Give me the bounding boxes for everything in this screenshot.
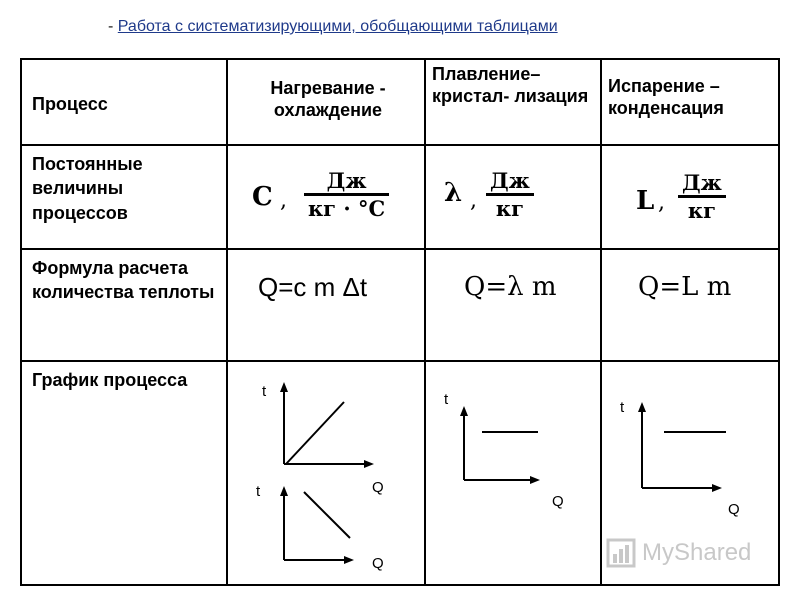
- unit-numerator: Дж: [682, 170, 722, 195]
- row-head-graph: График процесса: [21, 361, 227, 585]
- symbol-c: C: [252, 182, 273, 212]
- col-head-melting: Плавление– кристал- лизация: [432, 64, 589, 106]
- y-axis-arrow-icon: [460, 406, 468, 416]
- header-line: [108, 18, 558, 36]
- header-cell-melting: [425, 59, 601, 145]
- row-head-formula: Формула расчета количества теплоты: [21, 249, 227, 361]
- comma: ,: [658, 190, 665, 215]
- y-axis-label: t: [262, 383, 267, 400]
- comma: ,: [280, 188, 287, 213]
- cell-constants-evaporation: [601, 145, 779, 249]
- heating-line: [286, 402, 344, 464]
- cell-formula-melting: [425, 249, 601, 361]
- cooling-line: [304, 492, 350, 538]
- x-axis-arrow-icon: [712, 484, 722, 492]
- unit-numerator: Дж: [326, 168, 367, 193]
- cell-graph-melting: [425, 361, 601, 585]
- x-axis-arrow-icon: [364, 460, 374, 468]
- cell-formula-evaporation: [601, 249, 779, 361]
- graph-heating-cooling: [228, 362, 426, 584]
- x-axis-label: Q: [372, 479, 384, 496]
- header-cell-heating: [227, 59, 425, 145]
- formula-melting: Q=λ m: [464, 272, 557, 302]
- header-cell-evaporation: [601, 59, 779, 145]
- x-axis-label: Q: [372, 555, 384, 572]
- y-axis-arrow-icon: [638, 402, 646, 412]
- graph-melting: [426, 362, 602, 584]
- y-axis-arrow-icon: [280, 382, 288, 392]
- header-cell-process: [21, 59, 227, 145]
- watermark: [606, 538, 751, 568]
- table-row: [21, 145, 779, 249]
- table-row: [21, 59, 779, 145]
- col-head-process: Процесс: [32, 94, 108, 114]
- symbol-lambda: λ: [444, 178, 463, 208]
- cell-constants-melting: [425, 145, 601, 249]
- unit-denominator: кг · °C: [304, 193, 389, 221]
- x-axis-label: Q: [552, 493, 564, 510]
- unit-denominator: кг: [486, 193, 534, 221]
- x-axis-arrow-icon: [530, 476, 540, 484]
- comma: ,: [470, 188, 477, 213]
- graph-heating: [262, 382, 384, 496]
- y-axis-label: t: [256, 483, 261, 500]
- y-axis-label: t: [444, 391, 449, 408]
- cell-constants-heating: [227, 145, 425, 249]
- graph-cooling: [256, 483, 384, 572]
- x-axis-arrow-icon: [344, 556, 354, 564]
- formula-heating: Q=c m Δt: [258, 272, 368, 302]
- row-head-constants: Постоянные величины процессов: [21, 145, 227, 249]
- unit-numerator: Дж: [490, 168, 530, 193]
- y-axis-arrow-icon: [280, 486, 288, 496]
- unit-fraction-melting: [486, 168, 534, 221]
- formula-evaporation: Q=L m: [638, 272, 732, 302]
- unit-fraction-heating: [304, 168, 389, 221]
- summary-table: [20, 58, 780, 586]
- col-head-heating: Нагревание - охлаждение: [270, 78, 386, 120]
- unit-fraction-evaporation: [678, 170, 726, 223]
- bar-chart-logo-icon: [606, 538, 636, 568]
- table-row: [21, 249, 779, 361]
- col-head-evaporation: Испарение – конденсация: [608, 76, 724, 118]
- cell-graph-heating-cooling: [227, 361, 425, 585]
- y-axis-label: t: [620, 399, 625, 416]
- header-dash: -: [108, 18, 114, 35]
- cell-formula-heating: [227, 249, 425, 361]
- unit-denominator: кг: [678, 195, 726, 223]
- watermark-text: MyShared: [642, 539, 752, 566]
- x-axis-label: Q: [728, 501, 740, 518]
- header-link[interactable]: Работа с систематизирующими, обобщающими таблицами: [117, 18, 558, 35]
- symbol-l: L: [636, 186, 655, 216]
